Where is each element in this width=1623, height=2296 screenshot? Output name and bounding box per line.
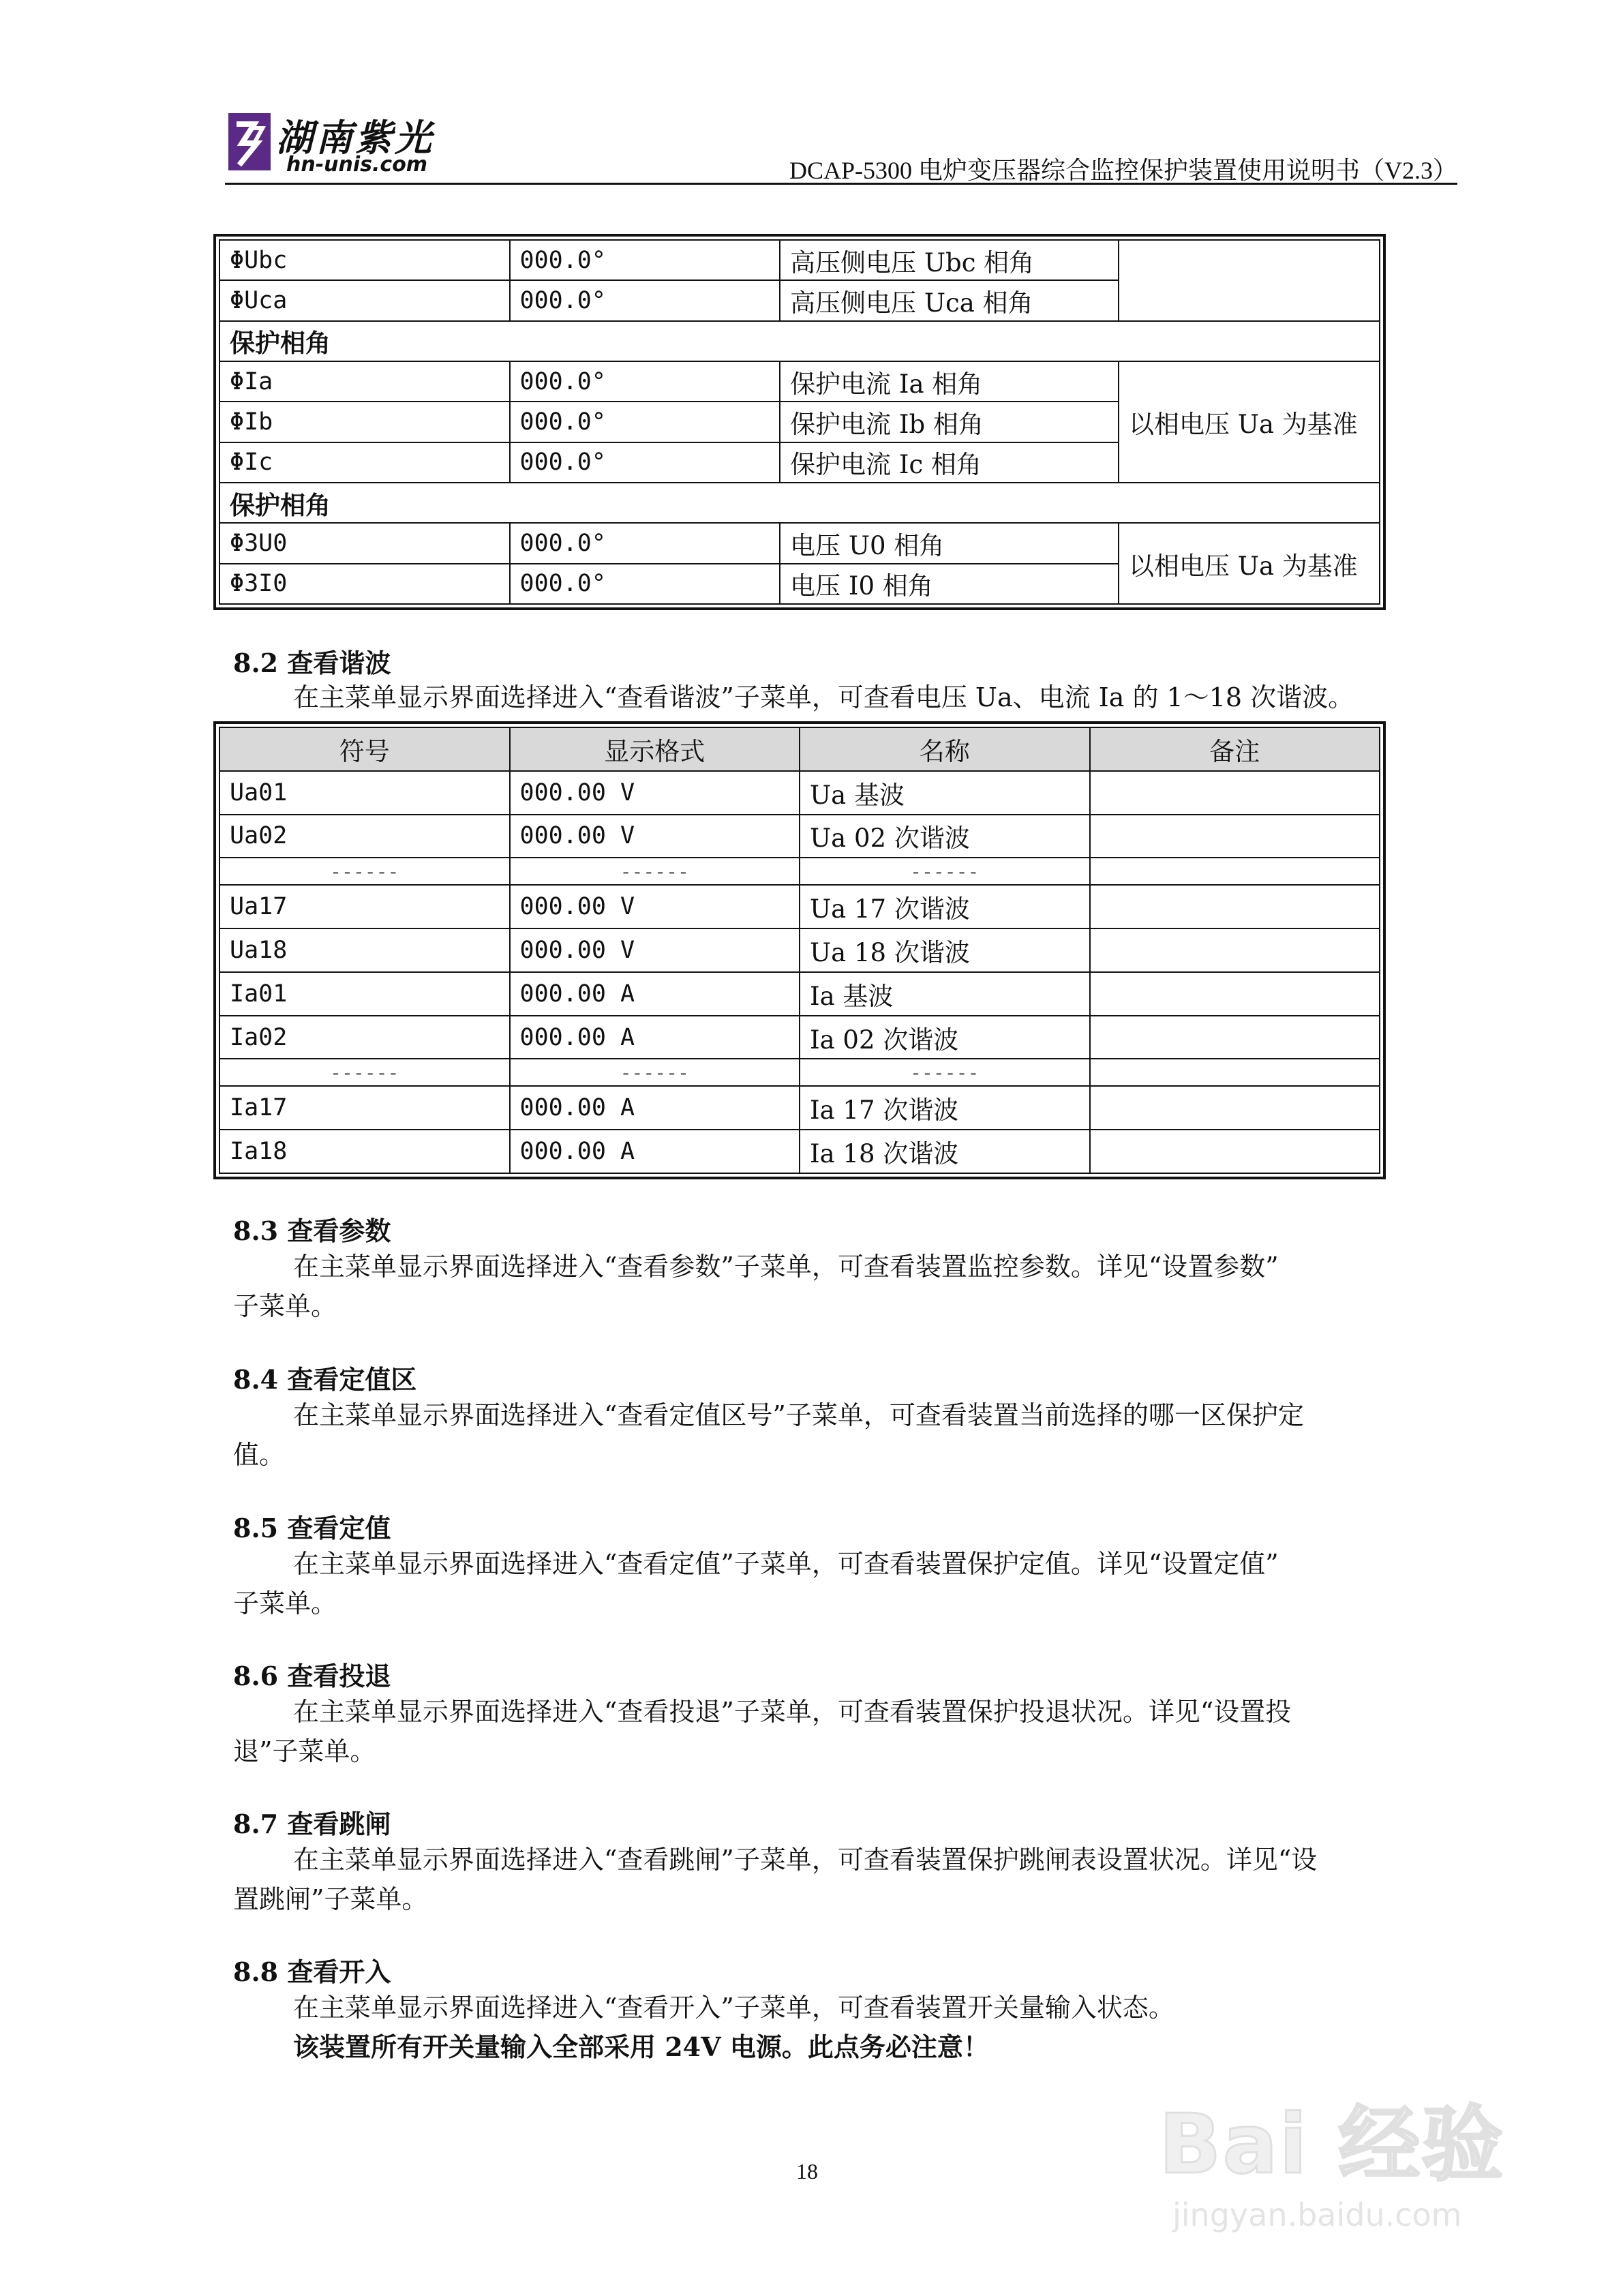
paragraph-8-5-line2: 子菜单。 — [233, 1588, 337, 1618]
baidu-watermark — [1159, 2079, 1504, 2233]
format-cell: 000.0° — [510, 523, 780, 563]
name-cell: Ua 17 次谐波 — [800, 885, 1090, 928]
format-cell: 000.0° — [510, 402, 780, 442]
paragraph-8-4-line1: 在主菜单显示界面选择进入“查看定值区号”子菜单，可查看装置当前选择的哪一区保护定 — [293, 1400, 1304, 1430]
symbol-cell: Ia02 — [219, 1016, 510, 1059]
column-header: 符号 — [219, 727, 510, 771]
symbol-cell: Ua17 — [219, 885, 510, 928]
paragraph-8-6-line2: 退”子菜单。 — [233, 1736, 376, 1766]
section-heading-8-2: 8.2 查看谐波 — [233, 648, 391, 678]
note-cell — [1090, 885, 1380, 928]
note-cell — [1119, 240, 1380, 321]
note-cell — [1090, 928, 1380, 972]
name-cell: 电压 I0 相角 — [780, 564, 1119, 604]
section-row — [219, 321, 1380, 361]
format-cell: 000.0° — [510, 564, 780, 604]
paragraph-8-7-line1: 在主菜单显示界面选择进入“查看跳闸”子菜单，可查看装置保护跳闸表设置状况。详见“设 — [293, 1845, 1318, 1875]
table-row — [219, 1016, 1380, 1059]
format-cell: 000.00 A — [510, 1016, 800, 1059]
format-cell: 000.00 A — [510, 1086, 800, 1130]
section-title: 保护相角 — [219, 483, 1380, 523]
document-title: DCAP-5300 电炉变压器综合监控保护装置使用说明书（V2.3） — [789, 157, 1457, 184]
symbol-cell: Ia18 — [219, 1130, 510, 1173]
format-cell: 000.00 V — [510, 885, 800, 928]
table-row — [219, 972, 1380, 1016]
ellipsis-cell: ------ — [219, 858, 510, 885]
paragraph-8-4-line2: 值。 — [233, 1440, 286, 1470]
table-header-row — [219, 727, 1380, 771]
paragraph-8-7-line2: 置跳闸”子菜单。 — [233, 1884, 428, 1914]
paragraph-8-8-line1: 在主菜单显示界面选择进入“查看开入”子菜单，可查看装置开关量输入状态。 — [293, 1993, 1174, 2023]
note-cell: 以相电压 Ua 为基准 — [1119, 523, 1380, 604]
symbol-cell: Ua01 — [219, 771, 510, 815]
table-row — [219, 1130, 1380, 1173]
watermark-url: jingyan.baidu.com — [1172, 2196, 1462, 2233]
symbol-cell: Ia17 — [219, 1086, 510, 1130]
format-cell: 000.0° — [510, 240, 780, 280]
name-cell: 保护电流 Ic 相角 — [780, 442, 1119, 483]
symbol-cell: Φ3I0 — [219, 564, 510, 604]
symbol-cell: ΦIa — [219, 361, 510, 402]
ellipsis-cell: ------ — [510, 1059, 800, 1086]
phase-angle-table — [213, 234, 1386, 610]
note-cell — [1090, 1059, 1380, 1086]
logo-url-text: hn-unis.com — [286, 153, 428, 177]
format-cell: 000.0° — [510, 280, 780, 320]
section-heading-8-5: 8.5 查看定值 — [233, 1513, 391, 1543]
name-cell: Ua 02 次谐波 — [800, 815, 1090, 858]
section-heading-8-8: 8.8 查看开入 — [233, 1957, 391, 1987]
note-cell — [1090, 815, 1380, 858]
paragraph-8-3-line1: 在主菜单显示界面选择进入“查看参数”子菜单，可查看装置监控参数。详见“设置参数” — [293, 1252, 1279, 1282]
note-cell — [1090, 858, 1380, 885]
table-row — [219, 523, 1380, 563]
name-cell: Ua 基波 — [800, 771, 1090, 815]
column-header: 名称 — [800, 727, 1090, 771]
symbol-cell: Ua02 — [219, 815, 510, 858]
symbol-cell: Φ3U0 — [219, 523, 510, 563]
ellipsis-cell: ------ — [510, 858, 800, 885]
watermark-logo-text: Bai 经验 — [1159, 2098, 1505, 2192]
paragraph-8-3-line2: 子菜单。 — [233, 1291, 337, 1321]
table-row — [219, 361, 1380, 402]
paragraph-8-5-line1: 在主菜单显示界面选择进入“查看定值”子菜单，可查看装置保护定值。详见“设置定值” — [293, 1549, 1279, 1579]
section-row — [219, 483, 1380, 523]
symbol-cell: ΦIc — [219, 442, 510, 483]
format-cell: 000.00 V — [510, 928, 800, 972]
format-cell: 000.00 V — [510, 771, 800, 815]
table-row — [219, 928, 1380, 972]
column-header: 显示格式 — [510, 727, 800, 771]
table-row — [219, 771, 1380, 815]
symbol-cell: ΦIb — [219, 402, 510, 442]
format-cell: 000.00 A — [510, 972, 800, 1016]
name-cell: Ua 18 次谐波 — [800, 928, 1090, 972]
warning-note: 该装置所有开关量输入全部采用 24V 电源。此点务必注意！ — [293, 2031, 989, 2062]
page-number: 18 — [796, 2159, 818, 2184]
ellipsis-cell: ------ — [800, 858, 1090, 885]
symbol-cell: Ia01 — [219, 972, 510, 1016]
logo-chinese-text: 湖南紫光 — [276, 116, 434, 160]
note-cell — [1090, 771, 1380, 815]
symbol-cell: ΦUca — [219, 280, 510, 320]
format-cell: 000.00 A — [510, 1130, 800, 1173]
name-cell: 高压侧电压 Uca 相角 — [780, 280, 1119, 320]
header-divider — [225, 183, 1457, 185]
paragraph-8-6-line1: 在主菜单显示界面选择进入“查看投退”子菜单，可查看装置保护投退状况。详见“设置投 — [293, 1697, 1292, 1727]
note-cell: 以相电压 Ua 为基准 — [1119, 361, 1380, 483]
table-row — [219, 885, 1380, 928]
table-row-ellipsis — [219, 858, 1380, 885]
section-heading-8-4: 8.4 查看定值区 — [233, 1364, 417, 1395]
note-cell — [1090, 1130, 1380, 1173]
section-heading-8-7: 8.7 查看跳闸 — [233, 1809, 391, 1839]
format-cell: 000.0° — [510, 361, 780, 402]
note-cell — [1090, 1086, 1380, 1130]
table-row — [219, 240, 1380, 280]
harmonics-table — [213, 721, 1386, 1179]
table-row — [219, 815, 1380, 858]
name-cell: Ia 02 次谐波 — [800, 1016, 1090, 1059]
name-cell: Ia 基波 — [800, 972, 1090, 1016]
name-cell: Ia 17 次谐波 — [800, 1086, 1090, 1130]
name-cell: Ia 18 次谐波 — [800, 1130, 1090, 1173]
ellipsis-cell: ------ — [800, 1059, 1090, 1086]
paragraph-8-2: 在主菜单显示界面选择进入“查看谐波”子菜单，可查看电压 Ua、电流 Ia 的 1～18 次谐波。 — [293, 682, 1354, 712]
table-row-ellipsis — [219, 1059, 1380, 1086]
name-cell: 保护电流 Ia 相角 — [780, 361, 1119, 402]
table-row — [219, 1086, 1380, 1130]
ellipsis-cell: ------ — [219, 1059, 510, 1086]
section-heading-8-3: 8.3 查看参数 — [233, 1215, 391, 1246]
symbol-cell: Ua18 — [219, 928, 510, 972]
name-cell: 保护电流 Ib 相角 — [780, 402, 1119, 442]
symbol-cell: ΦUbc — [219, 240, 510, 280]
section-heading-8-6: 8.6 查看投退 — [233, 1661, 391, 1691]
format-cell: 000.00 V — [510, 815, 800, 858]
format-cell: 000.0° — [510, 442, 780, 483]
note-cell — [1090, 1016, 1380, 1059]
section-title: 保护相角 — [219, 321, 1380, 361]
name-cell: 高压侧电压 Ubc 相角 — [780, 240, 1119, 280]
column-header: 备注 — [1090, 727, 1380, 771]
name-cell: 电压 U0 相角 — [780, 523, 1119, 563]
note-cell — [1090, 972, 1380, 1016]
